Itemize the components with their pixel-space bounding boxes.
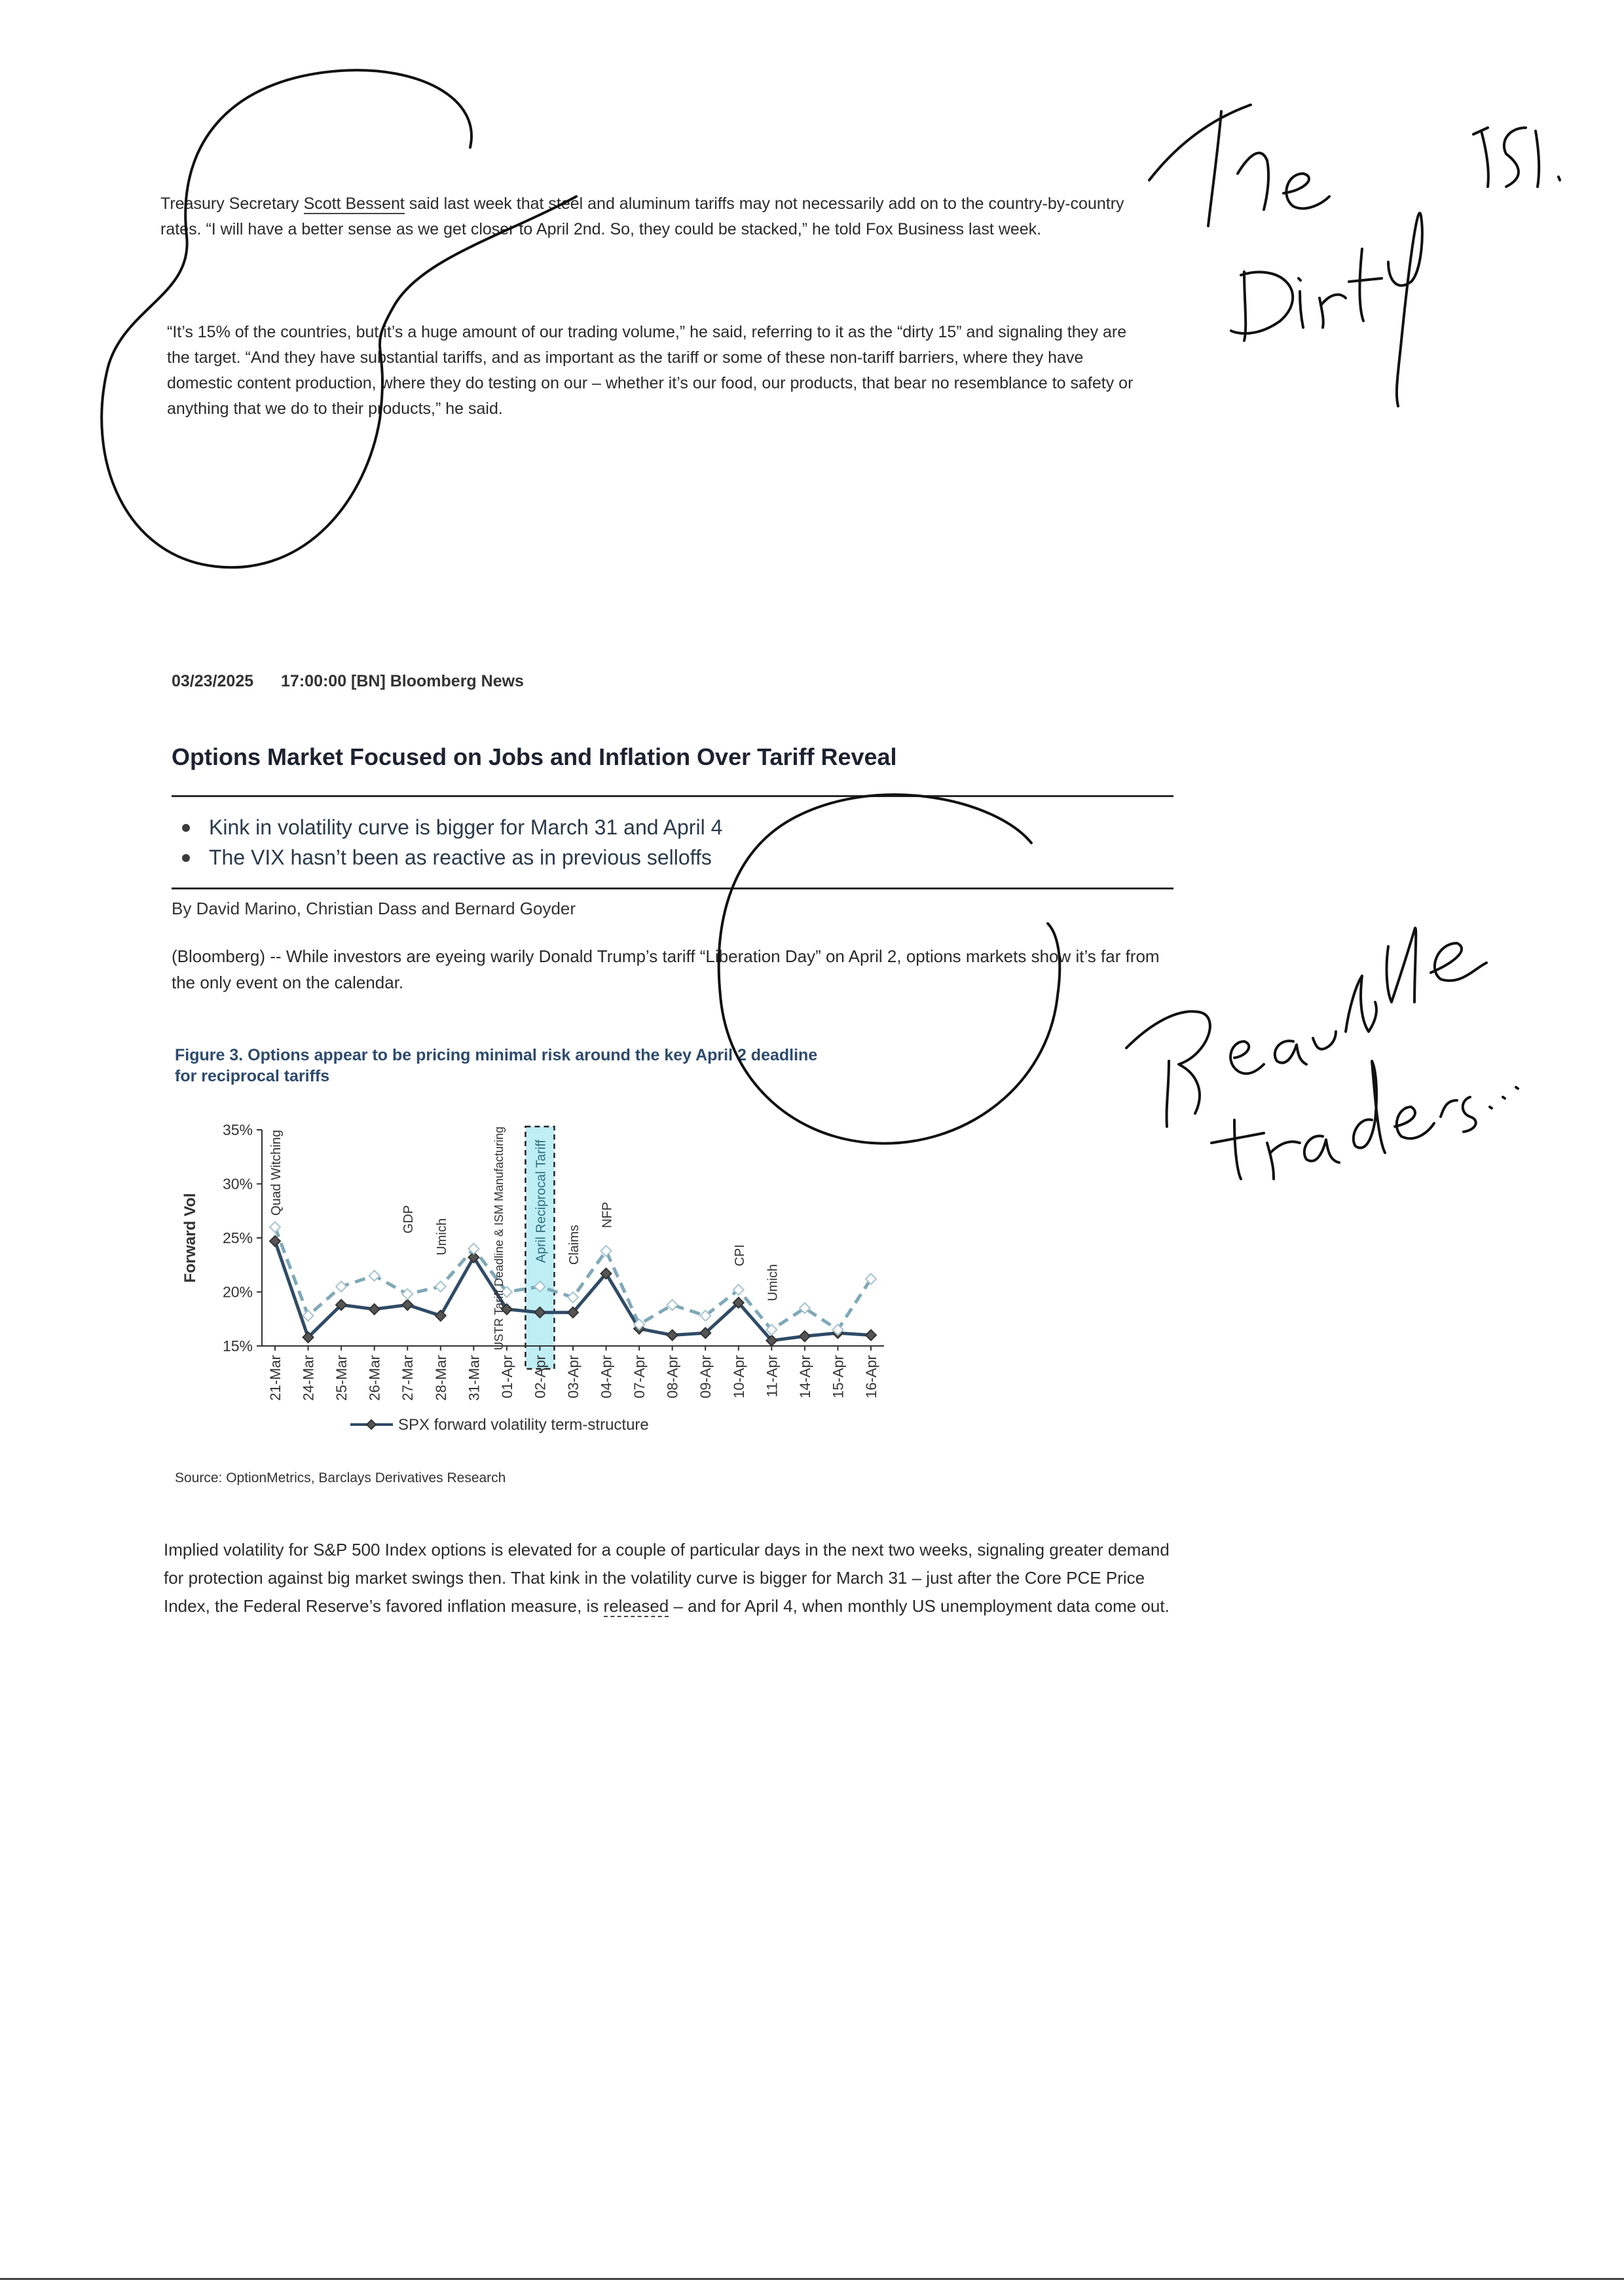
event-annotation: NFP: [600, 1202, 615, 1228]
article-date: 03/23/2025: [172, 672, 254, 690]
y-tick-label: 25%: [222, 1229, 253, 1246]
x-tick-label: 16-Apr: [863, 1355, 879, 1399]
y-axis-label: Forward Vol: [181, 1193, 199, 1283]
bullet-item: Kink in volatility curve is bigger for March 31 and April 4: [172, 812, 1154, 842]
figure-title: Figure 3. Options appear to be pricing minimal risk around the key April 2 deadline for reciprocal tariffs: [175, 1046, 818, 1085]
event-annotation: GDP: [401, 1205, 416, 1234]
x-tick-label: 09-Apr: [697, 1355, 714, 1399]
bullet-item: The VIX hasn’t been as reactive as in previous selloffs: [172, 842, 1154, 872]
x-tick-label: 28-Mar: [432, 1355, 449, 1401]
y-tick-label: 35%: [222, 1121, 253, 1138]
y-tick-label: 30%: [222, 1175, 253, 1193]
event-annotation: Quad Witching: [269, 1130, 284, 1216]
paragraph-bessent-text-start: Treasury Secretary: [160, 195, 304, 213]
x-tick-label: 24-Mar: [300, 1355, 317, 1401]
x-tick-label: 02-Apr: [532, 1355, 549, 1399]
event-annotation: April Reciprocal Tariff: [534, 1140, 549, 1263]
x-tick-label: 31-Mar: [466, 1355, 483, 1401]
article-headline: Options Market Focused on Jobs and Inflation Over Tariff Reveal: [172, 743, 897, 770]
article-body-text-start: Implied volatility for S&P 500 Index options is elevated for a couple of particular days in the next two weeks, signaling greater demand for protection against big market swings then. That kink in the volatility curve is bigger for March 31 – just after the Core PCE Price Index, the Federal Reserve’s favored inflation measure, is: [164, 1540, 1170, 1616]
legend-label: SPX forward volatility term-structure: [398, 1416, 649, 1434]
x-tick-label: 21-Mar: [267, 1355, 284, 1401]
x-tick-label: 25-Mar: [333, 1355, 350, 1401]
article-byline: By David Marino, Christian Dass and Bernard Goyder: [172, 899, 576, 918]
scan-edge-line: [0, 2278, 1624, 2280]
article-intro: (Bloomberg) -- While investors are eyeing warily Donald Trump’s tariff “Liberation Day” on April 2, options markets show it’s far from the only event on the calendar.: [172, 946, 1160, 992]
released-link[interactable]: released: [603, 1596, 669, 1616]
article-source: 17:00:00 [BN] Bloomberg News: [281, 672, 524, 690]
handwritten-note-dirty-15: [1149, 105, 1560, 406]
x-tick-label: 01-Apr: [498, 1355, 515, 1399]
x-tick-label: 04-Apr: [598, 1355, 615, 1399]
x-tick-label: 27-Mar: [399, 1355, 416, 1401]
scott-bessent-link[interactable]: Scott Bessent: [303, 195, 405, 213]
x-tick-label: 26-Mar: [366, 1355, 383, 1401]
x-tick-label: 14-Apr: [796, 1355, 813, 1399]
event-annotation: USTR Tariff Deadline & ISM Manufacturing: [492, 1127, 506, 1351]
event-annotation: Umich: [766, 1264, 781, 1301]
figure-source: Source: OptionMetrics, Barclays Derivatives Research: [175, 1470, 506, 1485]
handwritten-note-reasonable-traders: [1126, 928, 1518, 1179]
x-tick-label: 08-Apr: [664, 1355, 681, 1399]
paragraph-bessent-text-end: said last week that steel and aluminum tariffs may not necessarily add on to the country-by-country rates. “I will have a better sense as we get closer to April 2nd. So, they could be stacked,” he told Fox Business last week.: [160, 195, 1124, 238]
y-tick-label: 15%: [222, 1337, 253, 1354]
paragraph-dirty-15: “It’s 15% of the countries, but it’s a huge amount of our trading volume,” he said, referring to it as the “dirty 15” and signaling they are the target. “And they have substantial tariffs, and as important as the tariff or some of these non-tariff barriers, where they have domestic content production, where they do testing on our – whether it’s our food, our products, that bear no resemblance to safety or anything that we do to their products,” he said.: [167, 323, 1134, 418]
pen-loop-middle: [719, 794, 1060, 1143]
pen-loop-top: [101, 70, 576, 567]
article-body-text-end: – and for April 4, when monthly US unemployment data come out.: [669, 1596, 1170, 1616]
event-annotation: CPI: [732, 1244, 747, 1267]
x-tick-label: 03-Apr: [565, 1355, 581, 1399]
x-tick-label: 07-Apr: [631, 1355, 648, 1399]
x-tick-label: 15-Apr: [830, 1355, 847, 1399]
x-tick-label: 10-Apr: [730, 1355, 747, 1399]
event-annotation: Umich: [434, 1218, 449, 1256]
event-annotation: Claims: [567, 1225, 581, 1265]
y-tick-label: 20%: [222, 1283, 253, 1301]
x-tick-label: 11-Apr: [764, 1355, 781, 1398]
